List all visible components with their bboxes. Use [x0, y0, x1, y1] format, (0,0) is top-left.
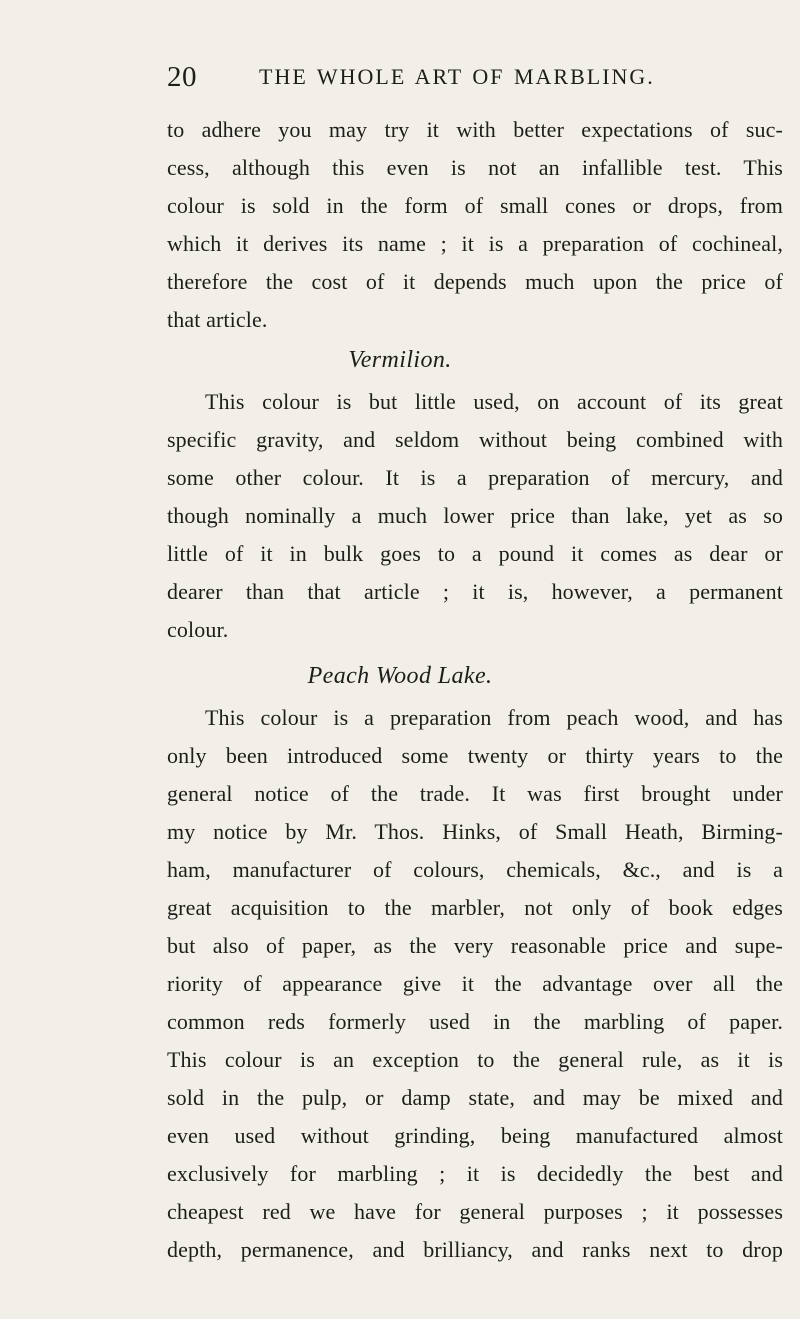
text-line: colour. [167, 617, 229, 642]
text-line: my notice by Mr. Thos. Hinks, of Small Heath, Birming- [167, 819, 783, 844]
text-line: ham, manufacturer of colours, chemicals, &c., and is a [167, 857, 783, 882]
text-line: therefore the cost of it depends much upon the price of [167, 269, 783, 294]
text-line: colour is sold in the form of small cones or drops, from [167, 193, 783, 218]
text-line: but also of paper, as the very reasonable price and supe- [167, 933, 783, 958]
text-line: great acquisition to the marbler, not only of book edges [167, 895, 783, 920]
page-number: 20 [167, 61, 197, 93]
running-title: THE WHOLE ART OF MARBLING. [259, 64, 655, 89]
text-line: some other colour. It is a preparation of mercury, and [167, 465, 783, 490]
text-line: depth, permanence, and brilliancy, and ranks next to drop [167, 1237, 783, 1262]
text-line: general notice of the trade. It was first brought under [167, 781, 783, 806]
text-line: This colour is but little used, on account of its great [205, 389, 783, 414]
text-line: This colour is a preparation from peach wood, and has [205, 705, 783, 730]
text-line: dearer than that article ; it is, however, a permanent [167, 579, 783, 604]
text-line: exclusively for marbling ; it is decidedly the best and [167, 1161, 783, 1186]
page-header [167, 58, 687, 100]
text-line: that article. [167, 307, 268, 332]
text-line: sold in the pulp, or damp state, and may be mixed and [167, 1085, 783, 1110]
text-line: which it derives its name ; it is a preparation of cochineal, [167, 231, 783, 256]
text-line: This colour is an exception to the general rule, as it is [167, 1047, 783, 1072]
text-line: only been introduced some twenty or thirty years to the [167, 743, 783, 768]
text-line: common reds formerly used in the marbling of paper. [167, 1009, 783, 1034]
text-line: little of it in bulk goes to a pound it comes as dear or [167, 541, 783, 566]
section-heading-vermilion: Vermilion. [348, 347, 452, 373]
text-line: though nominally a much lower price than lake, yet as so [167, 503, 783, 528]
text-line: riority of appearance give it the advantage over all the [167, 971, 783, 996]
text-line: specific gravity, and seldom without being combined with [167, 427, 783, 452]
text-line: cess, although this even is not an infallible test. This [167, 155, 783, 180]
section-heading-peach-wood-lake: Peach Wood Lake. [307, 663, 493, 689]
text-line: even used without grinding, being manufactured almost [167, 1123, 783, 1148]
text-line: cheapest red we have for general purposes ; it possesses [167, 1199, 783, 1224]
text-line: to adhere you may try it with better expectations of suc- [167, 117, 783, 142]
